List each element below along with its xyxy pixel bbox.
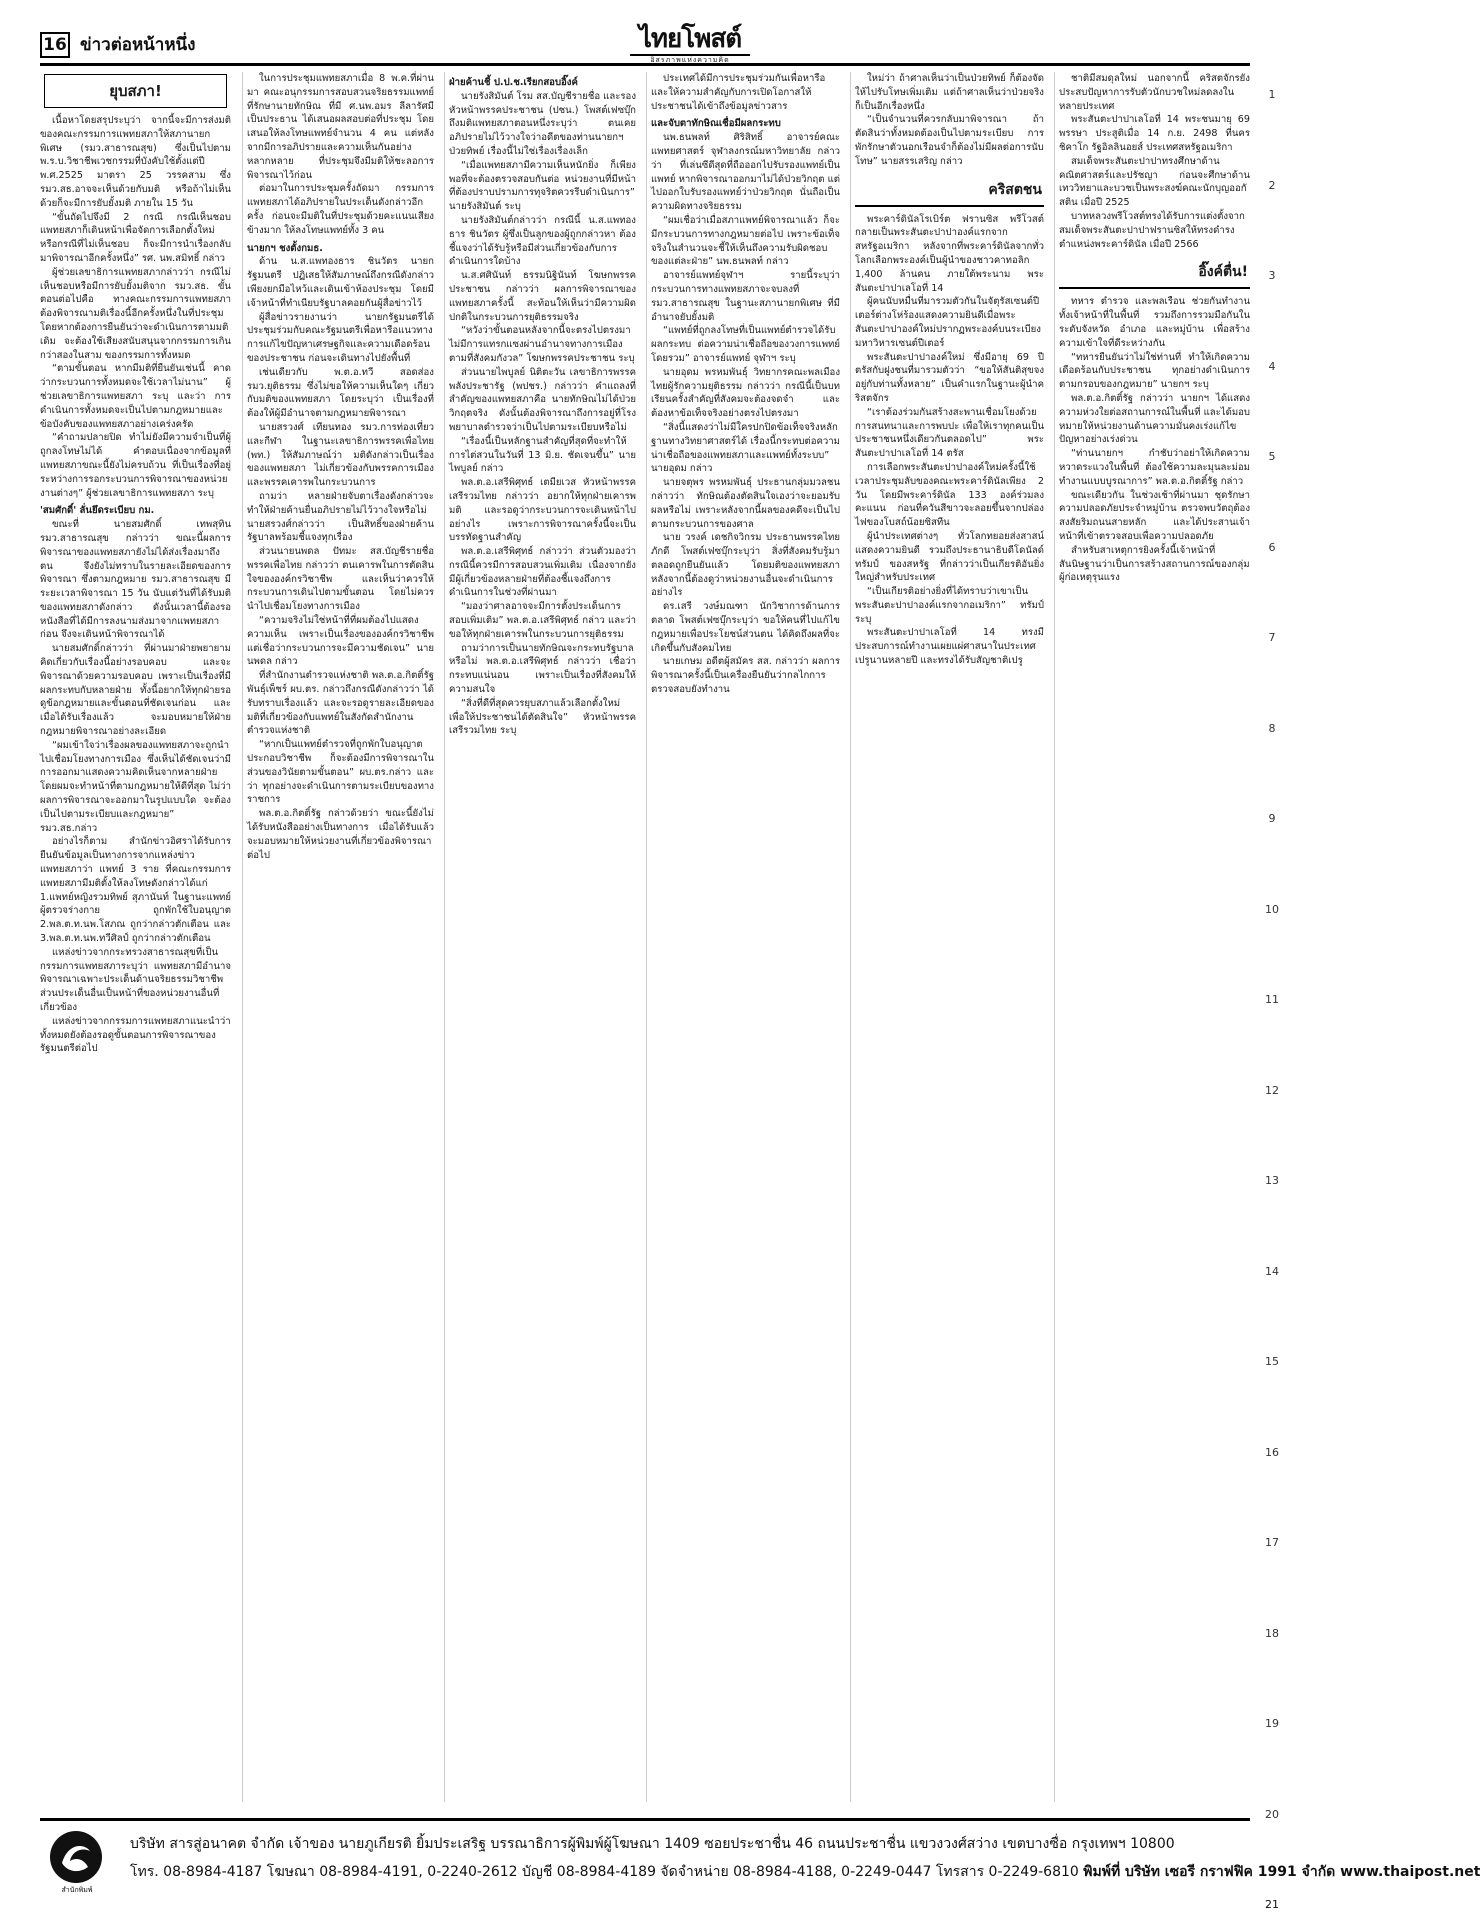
margin-number: 6 bbox=[1268, 540, 1276, 554]
article-paragraph: “เรื่องนี้เป็นหลักฐานสำคัญที่สุดที่จะทำให้การไต่สวนในวันที่ 13 มิ.ย. ชัดเจนขึ้น” นายไพบูลย์ กล่าว bbox=[449, 435, 636, 475]
masthead-name: ไทยโพสต์ bbox=[638, 24, 742, 54]
article-paragraph: พระคาร์ดินัลโรเบิร์ต ฟรานซิส พรีโวสต์ กลายเป็นพระสันตะปาปาองค์แรกจากสหรัฐอเมริกา หลังจากที่พระคาร์ดินัลจากทั่วโลกเลือกพระองค์เป็นผู้นำของชาวคาทอลิก 1,400 ล้านคน ภายใต้พระนาม พระสันตะปาปาเลโอที่ 14 bbox=[855, 213, 1044, 294]
article-paragraph: “ตามขั้นตอน หากมีมติที่ยืนยันเช่นนี้ คาดว่ากระบวนการทั้งหมดจะใช้เวลาไม่นาน” ผู้ช่วยเลขาธิการแพทยสภา ระบุ และว่า การดำเนินการทั้งหมดจะเป็นไปตามกฎหมายและข้อบังคับของแพทยสภาอย่างเคร่งครัด bbox=[40, 363, 231, 430]
article-paragraph: น.ส.ศศินันท์ ธรรมนิฐินันท์ โฆษกพรรคประชาชน กล่าวว่า ผลการพิจารณาของแพทยสภาครั้งนี้ สะท้อนให้เห็นว่ามีความผิดปกติในกระบวนการยุติธรรมจริง bbox=[449, 270, 636, 323]
article-paragraph: อย่างไรก็ตาม สำนักข่าวอิศราได้รับการยืนยันข้อมูลเป็นทางการจากแหล่งข่าวแพทยสภาว่า แพทย์ 3 ราย ที่คณะกรรมการแพทยสภามีมติตั้งให้ลงโทษดังกล่าวได้แก่ 1.แพทย์หญิงรวมทิพย์ สุภานันท์ ในฐานะแพทย์ผู้ตรวจร่างกาย ถูกพักใช้ใบอนุญาต 2.พล.ต.ท.นพ.โสภณ ถูกว่ากล่าวตักเตือน และ 3.พล.ต.ท.นพ.ทวีศิลป์ ถูกว่ากล่าวตักเตือน bbox=[40, 836, 231, 945]
column-5 bbox=[850, 72, 1048, 1802]
article-paragraph: นายรังสิมันต์กล่าวว่า กรณีนี้ น.ส.แพทองธาร ชินวัตร ผู้ซึ่งเป็นลูกของผู้ถูกกล่าวหา ต้องชี้แจงว่าได้รับรู้หรือมีส่วนเกี่ยวข้องกับการดำเนินการใดบ้าง bbox=[449, 214, 636, 268]
article-paragraph: “ขั้นถัดไปจึงมี 2 กรณี กรณีเห็นชอบ แพทยสภาก็เดินหน้าเพื่อจัดการเลือกตั้งใหม่ หรือกรณีที่ไม่เห็นชอบ ก็จะมีการนำเรื่องกลับมาพิจารณาอีกครั้งหนึ่ง” รศ. นพ.สมิทธิ์ กล่าว bbox=[40, 211, 231, 264]
article-paragraph: ชาติมีสมดุลใหม่ นอกจากนี้ คริสตจักรยังประสบปัญหาการรับตัวนักบวชใหม่ลดลงในหลายประเทศ bbox=[1059, 73, 1250, 112]
article-paragraph: นายสมศักดิ์กล่าวว่า ที่ผ่านมาฝ่ายพยายามคิดเกี่ยวกับเรื่องนี้อย่างรอบคอบ และจะพิจารณาด้วยความรอบคอบ เพราะเป็นเรื่องที่มีผลกระทบกับหลายฝ่าย ทั้งนี้อยากให้ทุกฝ่ายรอดูข้อกฎหมายและขั้นตอนที่ชัดเจนก่อน และเมื่อได้รับเรื่องแล้ว จะมอบหมายให้ฝ่ายกฎหมายพิจารณาอย่างละเอียด bbox=[40, 643, 231, 738]
page-header bbox=[40, 24, 1250, 66]
column-4 bbox=[646, 72, 844, 1802]
article-paragraph: “เป็นเกียรติอย่างยิ่งที่ได้ทราบว่าเขาเป็นพระสันตะปาปาองค์แรกจากอเมริกา” ทรัมป์ระบุ bbox=[855, 586, 1044, 625]
article-paragraph: เช่นเดียวกับ พ.ต.อ.ทวี สอดส่อง รมว.ยุติธรรม ซึ่งไม่ขอให้ความเห็นใดๆ เกี่ยวกับมติของแพทยสภา โดยระบุว่า เป็นเรื่องที่ต้องให้ผู้มีอำนาจตามกฎหมายพิจารณา bbox=[247, 366, 434, 420]
article-paragraph: “หากเป็นแพทย์ตำรวจที่ถูกพักใบอนุญาตประกอบวิชาชีพ ก็จะต้องมีการพิจารณาในส่วนของวินัยตามขั้นตอน” ผบ.ตร.กล่าว และว่า ทุกอย่างจะดำเนินการตามระเบียบของทางราชการ bbox=[247, 739, 434, 806]
article-paragraph: “สิ่งนี้แสดงว่าไม่มีใครปกปิดข้อเท็จจริงหลักฐานทางวิทยาศาสตร์ได้ เรื่องนี้กระทบต่อความน่าเชื่อถือของแพทยสภาและแพทย์ทั้งระบบ” นายอุดม กล่าว bbox=[651, 421, 840, 475]
article-paragraph: “แพทย์ที่ถูกลงโทษที่เป็นแพทย์ตำรวจได้รับผลกระทบ ต่อความน่าเชื่อถือของวงการแพทย์โดยรวม” อาจารย์แพทย์ จุฬาฯ ระบุ bbox=[651, 325, 840, 364]
article-paragraph: “ทหารยืนยันว่าไม่ใช่ท่านที่ ทำให้เกิดความเดือดร้อนกับประชาชน ทุกอย่างดำเนินการตามกรอบของกฎหมาย” นายกฯ ระบุ bbox=[1059, 351, 1250, 391]
article-paragraph: ด้าน น.ส.แพทองธาร ชินวัตร นายกรัฐมนตรี ปฏิเสธให้สัมภาษณ์ถึงกรณีดังกล่าว เพียงยกมือไหว้และเดินเข้าห้องประชุม โดยมีเจ้าหน้าที่ทำเนียบรัฐบาลคอยกันผู้สื่อข่าวไว้ bbox=[247, 256, 434, 309]
article-paragraph: ประเทศได้มีการประชุมร่วมกันเพื่อหารือ และให้ความสำคัญกับการเปิดโอกาสให้ประชาชนได้เข้าถึงข้อมูลข่าวสาร bbox=[651, 73, 826, 112]
article-paragraph: อาจารย์แพทย์จุฬาฯ รายนี้ระบุว่า กระบวนการทางแพทยสภาจะจบลงที่ รมว.สาธารณสุข ในฐานะสภานายกพิเศษ ที่มีอำนาจยับยั้งมติ bbox=[651, 270, 840, 323]
story-heading: คริสตชน bbox=[855, 177, 1044, 207]
margin-number: 19 bbox=[1265, 1717, 1279, 1730]
column-2 bbox=[242, 72, 438, 1802]
article-paragraph: ผู้ช่วยเลขาธิการแพทยสภากล่าวว่า กรณีไม่เห็นชอบหรือมีการยับยั้งมติจาก รมว.สธ. ขั้นตอนต่อไปคือ ทางคณะกรรมการแพทยสภาต้องพิจารณามติเรื่องนี้อีกครั้งหนึ่งในที่ประชุม โดยหากต้องการยืนยันว่าจะดำเนินการตามมติเดิม จะต้องใช้เสียงสนับสนุนจากกรรมการเกินกว่าสองในสาม ของกรรมการทั้งหมด bbox=[40, 266, 231, 361]
story-heading: ยุบสภา! bbox=[44, 74, 227, 108]
subheading: และจับตาทักษิณเชื่อมีผลกระทบ bbox=[651, 118, 781, 130]
article-paragraph: พล.ต.อ.เสรีพิศุทธ์ เตมียเวส หัวหน้าพรรคเสรีรวมไทย กล่าวว่า อยากให้ทุกฝ่ายเคารพมติ และรอดูว่ากระบวนการจะเดินหน้าไปอย่างไร เพราะการพิจารณาครั้งนี้จะเป็นบรรทัดฐานสำคัญ bbox=[449, 477, 636, 544]
article-paragraph: “หวังว่าขั้นตอนหลังจากนี้จะตรงไปตรงมา ไม่มีการแทรกแซงผ่านอำนาจทางการเมือง ตามที่สังคมกังวล” โฆษกพรรคประชาชน ระบุ bbox=[449, 325, 635, 364]
margin-number: 15 bbox=[1265, 1355, 1279, 1368]
article-paragraph: บาทหลวงพรีโวสต์ทรงได้รับการแต่งตั้งจากสมเด็จพระสันตะปาปาฟรานซิสให้ทรงดำรงตำแหน่งพระคาร์ดินัล เมื่อปี 2566 bbox=[1059, 210, 1245, 250]
article-paragraph: “เป็นจำนวนที่ควรกลับมาพิจารณา ถ้าตัดสินว่าทั้งหมดต้องเป็นไปตามระเบียบ การพักรักษาตัวนอกเรือนจำก็ต้องไม่มีผลต่อการนับโทษ” นายสรรเสริญ กล่าว bbox=[855, 114, 1044, 167]
article-paragraph: “เมื่อแพทยสภามีความเห็นหนักยิ่ง ก็เพียงพอที่จะต้องตรวจสอบกันต่อ หน่วยงานที่มีหน้าที่ต้องปราบปรามการทุจริตควรรีบดำเนินการ” นายรังสิมันต์ ระบุ bbox=[449, 159, 636, 213]
article-paragraph: ขณะเดียวกัน ในช่วงเช้าที่ผ่านมา ชุดรักษาความปลอดภัยประจำหมู่บ้าน ตรวจพบวัตถุต้องสงสัยริมถนนสายหลัก และได้ประสานเจ้าหน้าที่เข้าตรวจสอบเพื่อความปลอดภัย bbox=[1059, 489, 1250, 542]
article-paragraph: พระสันตะปาปาเลโอที่ 14 ทรงมีประสบการณ์ทำงานเผยแผ่ศาสนาในประเทศเปรูนานหลายปี และทรงได้รับสัญชาติเปรู bbox=[855, 627, 1044, 667]
article-paragraph: ใหม่ว่า ถ้าศาลเห็นว่าเป็นป่วยทิพย์ ก็ต้องจัดให้ไปรับโทษเพิ่มเติม แต่ถ้าศาลเห็นว่าป่วยจริงก็เป็นอีกเรื่องหนึ่ง bbox=[855, 73, 1044, 112]
article-paragraph: พล.ต.อ.กิตติ์รัฐ กล่าวด้วยว่า ขณะนี้ยังไม่ได้รับหนังสืออย่างเป็นทางการ เมื่อได้รับแล้วจะมอบหมายให้หน่วยงานที่เกี่ยวข้องพิจารณาต่อไป bbox=[247, 808, 434, 861]
contact-phones: โทร. 08-8984-4187 โฆษณา 08-8984-4191, 0-2240-2612 บัญชี 08-8984-4189 จัดจำหน่าย 08-8984-4188, 0-2249-0447 โทรสาร 0-2249-6810 bbox=[130, 1864, 1079, 1880]
article-paragraph: ผู้สื่อข่าวรายงานว่า นายกรัฐมนตรีได้ประชุมร่วมกับคณะรัฐมนตรีเพื่อหารือแนวทางการแก้ไขปัญหาเศรษฐกิจและความเดือดร้อนของประชาชน ก่อนจะเดินทางไปยังพื้นที่ bbox=[247, 311, 434, 364]
story-heading: อิ๊งค์ตื่น! bbox=[1059, 259, 1250, 289]
subheading: ฝ่ายค้านชี้ ป.ป.ช.เรียกสอบอิ๊งค์ bbox=[449, 77, 578, 88]
article-paragraph: “ผมเชื่อว่าเมื่อสภาแพทย์พิจารณาแล้ว ก็จะมีกระบวนการทางกฎหมายต่อไป เพราะข้อเท็จจริงในสำนวนจะชี้ให้เห็นถึงความรับผิดชอบของแต่ละฝ่าย” นพ.ธนพลท์ กล่าว bbox=[651, 214, 840, 268]
margin-number-strip bbox=[1262, 0, 1282, 1920]
article-paragraph: ถามว่า หลายฝ่ายจับตาเรื่องดังกล่าวจะทำให้ฝ่ายค้านยื่นอภิปรายไม่ไว้วางใจหรือไม่ นายสรวงศ์กล่าวว่า เป็นสิทธิ์ของฝ่ายค้าน รัฐบาลพร้อมชี้แจงทุกเรื่อง bbox=[247, 490, 434, 544]
margin-number: 17 bbox=[1265, 1536, 1279, 1549]
margin-number: 18 bbox=[1265, 1626, 1279, 1640]
page-footer bbox=[40, 1818, 1480, 1894]
margin-number: 20 bbox=[1265, 1807, 1279, 1821]
column-1 bbox=[40, 72, 235, 1802]
article-paragraph: ในการประชุมแพทยสภาเมื่อ 8 พ.ค.ที่ผ่านมา คณะอนุกรรมการสอบสวนจริยธรรมแพทย์ที่รักษานายทักษิณ ที่มี ศ.นพ.อมร ลีลารัศมี เป็นประธาน ได้เสนอผลสอบต่อที่ประชุม โดยเสนอให้ลงโทษแพทย์จำนวน 4 คน แต่หลังจากมีการอภิปรายและความเห็นกันอย่างหลากหลาย ที่ประชุมจึงมีมติให้ชะลอการพิจารณาไว้ก่อน bbox=[247, 73, 434, 181]
publisher-info-line: บริษัท สารสู่อนาคต จำกัด เจ้าของ นายภูเกียรติ ยิ้มประเสริฐ บรรณาธิการผู้พิมพ์ผู้โฆษณา 1409 ซอยประชาชื่น 46 ถนนประชาชื่น แขวงวงศ์สว่าง เขตบางซื่อ กรุงเทพฯ 10800 bbox=[130, 1836, 1175, 1852]
page-number: 16 bbox=[40, 32, 70, 58]
column-6 bbox=[1054, 72, 1250, 1802]
article-paragraph: พล.ต.อ.เสรีพิศุทธ์ กล่าวว่า ส่วนตัวมองว่ากรณีนี้ควรมีการสอบสวนเพิ่มเติม เนื่องจากยังมีผู้เกี่ยวข้องหลายฝ่ายที่ต้องชี้แจงถึงการดำเนินการในช่วงที่ผ่านมา bbox=[449, 546, 636, 599]
margin-number: 14 bbox=[1265, 1264, 1279, 1278]
article-paragraph: ผู้คนนับหมื่นที่มารวมตัวกันในจัตุรัสเซนต์ปีเตอร์ต่างโห่ร้องแสดงความยินดีเมื่อพระสันตะปาปาองค์ใหม่ปรากฏพระองค์บนระเบียงมหาวิหารเซนต์ปีเตอร์ bbox=[855, 296, 1041, 349]
article-paragraph: นายสรวงศ์ เทียนทอง รมว.การท่องเที่ยวและกีฬา ในฐานะเลขาธิการพรรคเพื่อไทย (พท.) ให้สัมภาษณ์ว่า มติดังกล่าวเป็นเรื่องของแพทยสภา ไม่เกี่ยวข้องกับพรรคการเมือง และพรรคเคารพในกระบวนการ bbox=[247, 421, 434, 489]
article-paragraph: “เราต้องร่วมกันสร้างสะพานเชื่อมโยงด้วยการสนทนาและการพบปะ เพื่อให้เราทุกคนเป็นประชาชนหนึ่งเดียวกันตลอดไป” พระสันตะปาปาเลโอที่ 14 ตรัส bbox=[855, 406, 1044, 460]
margin-number: 16 bbox=[1265, 1445, 1279, 1459]
margin-number: 2 bbox=[1268, 178, 1276, 192]
margin-number: 5 bbox=[1268, 450, 1276, 463]
margin-number: 11 bbox=[1265, 993, 1279, 1006]
subheading: 'สมศักดิ์' ลั่นยึดระเบียบ กม. bbox=[40, 505, 155, 517]
article-paragraph: ต่อมาในการประชุมครั้งถัดมา กรรมการแพทยสภาได้อภิปรายในประเด็นดังกล่าวอีกครั้ง ก่อนจะมีมติในที่ประชุมด้วยคะแนนเสียงข้างมาก ให้ลงโทษแพทย์ทั้ง 3 คน bbox=[247, 183, 434, 236]
article-columns bbox=[40, 72, 1250, 1802]
article-paragraph: เนื้อหาโดยสรุประบุว่า จากนี้จะมีการส่งมติของคณะกรรมการแพทยสภาให้สภานายกพิเศษ (รมว.สาธารณสุข) ซึ่งเป็นไปตาม พ.ร.บ.วิชาชีพเวชกรรมที่บังคับใช้ตั้งแต่ปี พ.ศ.2525 มาตรา 25 วรรคสาม ซึ่ง รมว.สธ.อาจจะเห็นด้วยกับมติ หรือถ้าไม่เห็นด้วยก็จะมีการยับยั้งมติ ภายใน 15 วัน bbox=[40, 115, 231, 209]
article-paragraph: ถามว่าการเป็นนายทักษิณจะกระทบรัฐบาลหรือไม่ พล.ต.อ.เสรีพิศุทธ์ กล่าวว่า เชื่อว่ากระทบแน่นอน เพราะเป็นเรื่องที่สังคมให้ความสนใจ bbox=[449, 642, 636, 696]
margin-number: 9 bbox=[1268, 812, 1276, 825]
margin-number: 7 bbox=[1268, 631, 1276, 644]
article-paragraph: แหล่งข่าวจากกระทรวงสาธารณสุขที่เป็นกรรมการแพทยสภาระบุว่า แพทยสภามีอำนาจพิจารณาเฉพาะประเด็นด้านจริยธรรมวิชาชีพ ส่วนประเด็นอื่นเป็นหน้าที่ของหน่วยงานอื่นที่เกี่ยวข้อง bbox=[40, 946, 231, 1013]
margin-number: 8 bbox=[1268, 721, 1276, 735]
article-paragraph: “ท่านนายกฯ กำชับว่าอย่าให้เกิดความหวาดระแวงในพื้นที่ ต้องใช้ความละมุนละม่อม ทำงานแบบบูรณาการ” พล.ต.อ.กิตติ์รัฐ กล่าว bbox=[1059, 448, 1250, 487]
article-paragraph: ส่วนนายนพดล ปัทมะ สส.บัญชีรายชื่อ พรรคเพื่อไทย กล่าวว่า ตนเคารพในการตัดสินใจขององค์กรวิชาชีพ และเห็นว่าควรให้กระบวนการเดินไปตามขั้นตอน โดยไม่ควรนำไปเชื่อมโยงทางการเมือง bbox=[247, 546, 434, 613]
section-title: ข่าวต่อหน้าหนึ่ง bbox=[80, 35, 196, 55]
article-paragraph: ขณะที่ นายสมศักดิ์ เทพสุทิน รมว.สาธารณสุข กล่าวว่า ขณะนี้ผลการพิจารณาของแพทยสภายังไม่ได้ส่งเรื่องมาถึงตน จึงยังไม่ทราบในรายละเอียดของการพิจารณา ซึ่งตามกฎหมาย รมว.สาธารณสุข มีระยะเวลาพิจารณา 15 วัน นับแต่วันที่ได้รับมติของแพทยสภาดังกล่าว ดังนั้นเวลานี้ต้องรอหนังสือที่ได้มีการลงนามส่งมาจากแพทยสภาก่อน จึงจะเดินหน้าพิจารณาได้ bbox=[40, 519, 231, 641]
publisher-logo-icon bbox=[48, 1829, 104, 1885]
article-paragraph: นายจตุพร พรหมพันธุ์ ประธานกลุ่มมวลชน กล่าวว่า ทักษิณต้องตัดสินใจเองว่าจะยอมรับผลหรือไม่ เพราะหลังจากนี้ผลของคดีจะเป็นไปตามกระบวนการของศาล bbox=[651, 477, 840, 530]
margin-number: 4 bbox=[1268, 359, 1276, 373]
margin-number: 10 bbox=[1265, 902, 1279, 916]
contact-info-line bbox=[130, 1861, 1480, 1883]
article-paragraph: ส่วนนายไพบูลย์ นิติตะวัน เลขาธิการพรรคพลังประชารัฐ (พปชร.) กล่าวว่า คำแถลงที่สำคัญของแพทยสภาคือ นายทักษิณไม่ได้ป่วยวิกฤตจริง ดังนั้นต้องพิจารณาถึงการอยู่ที่โรงพยาบาลตำรวจว่าเป็นไปตามระเบียบหรือไม่ bbox=[449, 366, 636, 433]
subheading: นายกฯ ชงตั้งกมธ. bbox=[247, 242, 323, 254]
article-paragraph: สมเด็จพระสันตะปาปาทรงศึกษาด้านคณิตศาสตร์และปรัชญา ก่อนจะศึกษาด้านเทววิทยาและบวชเป็นพระสงฆ์คณะนักบุญออกัสติน เมื่อปี 2525 bbox=[1059, 155, 1250, 209]
article-paragraph: แหล่งข่าวจากกรรมการแพทยสภาแนะนำว่า ทั้งหมดยังต้องรอดูขั้นตอนการพิจารณาของรัฐมนตรีต่อไป bbox=[40, 1015, 231, 1055]
publisher-logo-caption: สำนักพิมพ์ bbox=[61, 1886, 93, 1894]
article-paragraph: นายรังสิมันต์ โรม สส.บัญชีรายชื่อ และรองหัวหน้าพรรคประชาชน (ปชน.) โพสต์เฟซบุ๊กถึงมติแพทยสภาตอนหนึ่งระบุว่า ตนเคยอภิปรายไม่ไว้วางใจว่าอดีตของท่านนายกฯ ป่วยทิพย์ เรื่องนี้ไม่ใช่เรื่องเรื่องเล็ก bbox=[449, 90, 636, 157]
article-paragraph: สำหรับสาเหตุการยิงครั้งนี้เจ้าหน้าที่สันนิษฐานว่าเป็นการสร้างสถานการณ์ของกลุ่มผู้ก่อเหตุรุนแรง bbox=[1059, 544, 1250, 584]
article-paragraph: การเลือกพระสันตะปาปาองค์ใหม่ครั้งนี้ใช้เวลาประชุมลับของคณะพระคาร์ดินัลเพียง 2 วัน โดยมีพระคาร์ดินัล 133 องค์ร่วมลงคะแนน ก่อนที่ควันสีขาวจะลอยขึ้นจากปล่องไฟของโบสถ์น้อยซิสทีน bbox=[855, 461, 1044, 529]
article-paragraph: พระสันตะปาปาเลโอที่ 14 พระชนมายุ 69 พรรษา ประสูติเมื่อ 14 ก.ย. 2498 ที่นครชิคาโก รัฐอิลลินอยส์ ประเทศสหรัฐอเมริกา bbox=[1059, 114, 1250, 153]
article-paragraph: “มองว่าศาลอาจจะมีการตั้งประเด็นการสอบเพิ่มเติม” พล.ต.อ.เสรีพิศุทธ์ กล่าว และว่า ขอให้ทุกฝ่ายเคารพในกระบวนการยุติธรรม bbox=[449, 601, 636, 640]
article-paragraph: นพ.ธนพลท์ ศิริสิทธิ์ อาจารย์คณะแพทยศาสตร์ จุฬาลงกรณ์มหาวิทยาลัย กล่าวว่า ที่เล่นซีดีสุดที่ถือออกไปรับรองแพทย์เป็นแพทย์ หากพิจารณาออกมาไม่ได้ป่วยวิกฤต แต่ไปออกใบรับรองแพทย์ว่าป่วยวิกฤต นั่นถือเป็นความผิดทางจริยธรรม bbox=[651, 132, 840, 213]
masthead-tagline: อิสรภาพแห่งความคิด bbox=[630, 54, 750, 65]
bottom-page-number: 21 bbox=[1265, 1898, 1279, 1911]
article-paragraph: ทหาร ตำรวจ และพลเรือน ช่วยกันทำงานทั้งเจ้าหน้าที่ในพื้นที่ รวมถึงการรวมมือกันในระดับจังหวัด อำเภอ และหมู่บ้าน เพื่อสร้างความเข้าใจที่ดีระหว่างกัน bbox=[1059, 296, 1250, 349]
margin-number: 12 bbox=[1265, 1083, 1279, 1097]
article-paragraph: พล.ต.อ.กิตติ์รัฐ กล่าวว่า นายกฯ ได้แสดงความห่วงใยต่อสถานการณ์ในพื้นที่ และได้มอบหมายให้หน่วยงานด้านความมั่นคงเร่งแก้ไขปัญหาอย่างเร่งด่วน bbox=[1059, 392, 1251, 446]
article-paragraph: “ผมเข้าใจว่าเรื่องผลของแพทยสภาจะถูกนำไปเชื่อมโยงทางการเมือง ซึ่งเห็นได้ชัดเจนว่ามีการออกมาแสดงความคิดเห็นจากหลายฝ่าย โดยผมจะทำหน้าที่ตามกฎหมายให้ดีที่สุด ไม่ว่าผลการพิจารณาจะออกมาในรูปแบบใด จะต้องเป็นไปตามระเบียบและกฎหมาย” รมว.สธ.กล่าว bbox=[40, 739, 231, 834]
article-paragraph: นายเกษม อดีตผู้สมัคร สส. กล่าวว่า ผลการพิจารณาครั้งนี้เป็นเครื่องยืนยันว่ากลไกการตรวจสอบยังทำงาน bbox=[651, 656, 840, 696]
article-paragraph: ดร.เสรี วงษ์มณฑา นักวิชาการด้านการตลาด โพสต์เฟซบุ๊กระบุว่า ขอให้คนที่ไปแก้ไขกฎหมายเพื่อประโยชน์ส่วนตน ได้คิดถึงผลที่จะเกิดขึ้นกับสังคมไทย bbox=[651, 601, 840, 654]
article-paragraph: “คำถามปลายปิด ทำไม่ยังมีความจำเป็นที่ผู้ถูกลงโทษไม่ได้ คำตอบเนื่องจากข้อมูลที่แพทยสภาขณะนี้ยังไม่ครบถ้วน ที่เป็นเรื่องที่อยู่ระหว่างการรอกระบวนการพิจารณาของหน่วยงานต่างๆ” ผู้ช่วยเลขาธิการแพทยสภา ระบุ bbox=[40, 432, 231, 499]
article-paragraph: นายอุดม พรหมพันธุ์ วิทยากรคณะพลเมืองไทยผู้รักความยุติธรรม กล่าวว่า กรณีนี้เป็นบทเรียนครั้งสำคัญที่สังคมจะต้องจดจำ และต้องหาข้อเท็จจริงอย่างตรงไปตรงมา bbox=[651, 366, 840, 420]
printer-info: พิมพ์ที่ บริษัท เซอรี กราฟฟิค 1991 จำกัด www.thaipost.net bbox=[1083, 1864, 1480, 1880]
masthead-logo bbox=[630, 24, 750, 65]
article-paragraph: “ความจริงไม่ใช่หน้าที่ที่ผมต้องไปแสดงความเห็น เพราะเป็นเรื่องขององค์กรวิชาชีพ แต่เชื่อว่ากระบวนการจะมีความชัดเจน” นายนพดล กล่าว bbox=[247, 615, 434, 668]
article-paragraph: นาย วรงค์ เดชกิจวิกรม ประธานพรรคไทยภักดี โพสต์เฟซบุ๊กระบุว่า สิ่งที่สังคมรับรู้มาตลอดถูกยืนยันแล้ว โดยมติของแพทยสภา หลังจากนี้ต้องดูว่าหน่วยงานอื่นจะดำเนินการอย่างไร bbox=[651, 532, 840, 599]
article-paragraph: ผู้นำประเทศต่างๆ ทั่วโลกทยอยส่งสาสน์แสดงความยินดี รวมถึงประธานาธิบดีโดนัลด์ ทรัมป์ ของสหรัฐ ที่กล่าวว่าเป็นเกียรติอันยิ่งใหญ่สำหรับประเทศ bbox=[855, 530, 1044, 584]
margin-number: 3 bbox=[1268, 269, 1276, 282]
column-3 bbox=[444, 72, 640, 1802]
article-paragraph: “สิ่งที่ดีที่สุดควรยุบสภาแล้วเลือกตั้งใหม่ เพื่อให้ประชาชนได้ตัดสินใจ” หัวหน้าพรรคเสรีรวมไทย ระบุ bbox=[449, 697, 636, 737]
article-paragraph: พระสันตะปาปาองค์ใหม่ ซึ่งมีอายุ 69 ปี ตรัสกับฝูงชนที่มารวมตัวว่า “ขอให้สันติสุขจงอยู่กับท่านทั้งหลาย” เป็นคำแรกในฐานะผู้นำคริสตจักร bbox=[855, 351, 1044, 404]
margin-number: 13 bbox=[1265, 1174, 1279, 1187]
margin-number: 1 bbox=[1268, 88, 1276, 101]
article-paragraph: ที่สำนักงานตำรวจแห่งชาติ พล.ต.อ.กิตติ์รัฐ พันธุ์เพ็ชร์ ผบ.ตร. กล่าวถึงกรณีดังกล่าวว่า ได้รับทราบเรื่องแล้ว และจะรอดูรายละเอียดของมติที่เกี่ยวข้องกับแพทย์ในสังกัดสำนักงานตำรวจแห่งชาติ bbox=[247, 670, 434, 737]
